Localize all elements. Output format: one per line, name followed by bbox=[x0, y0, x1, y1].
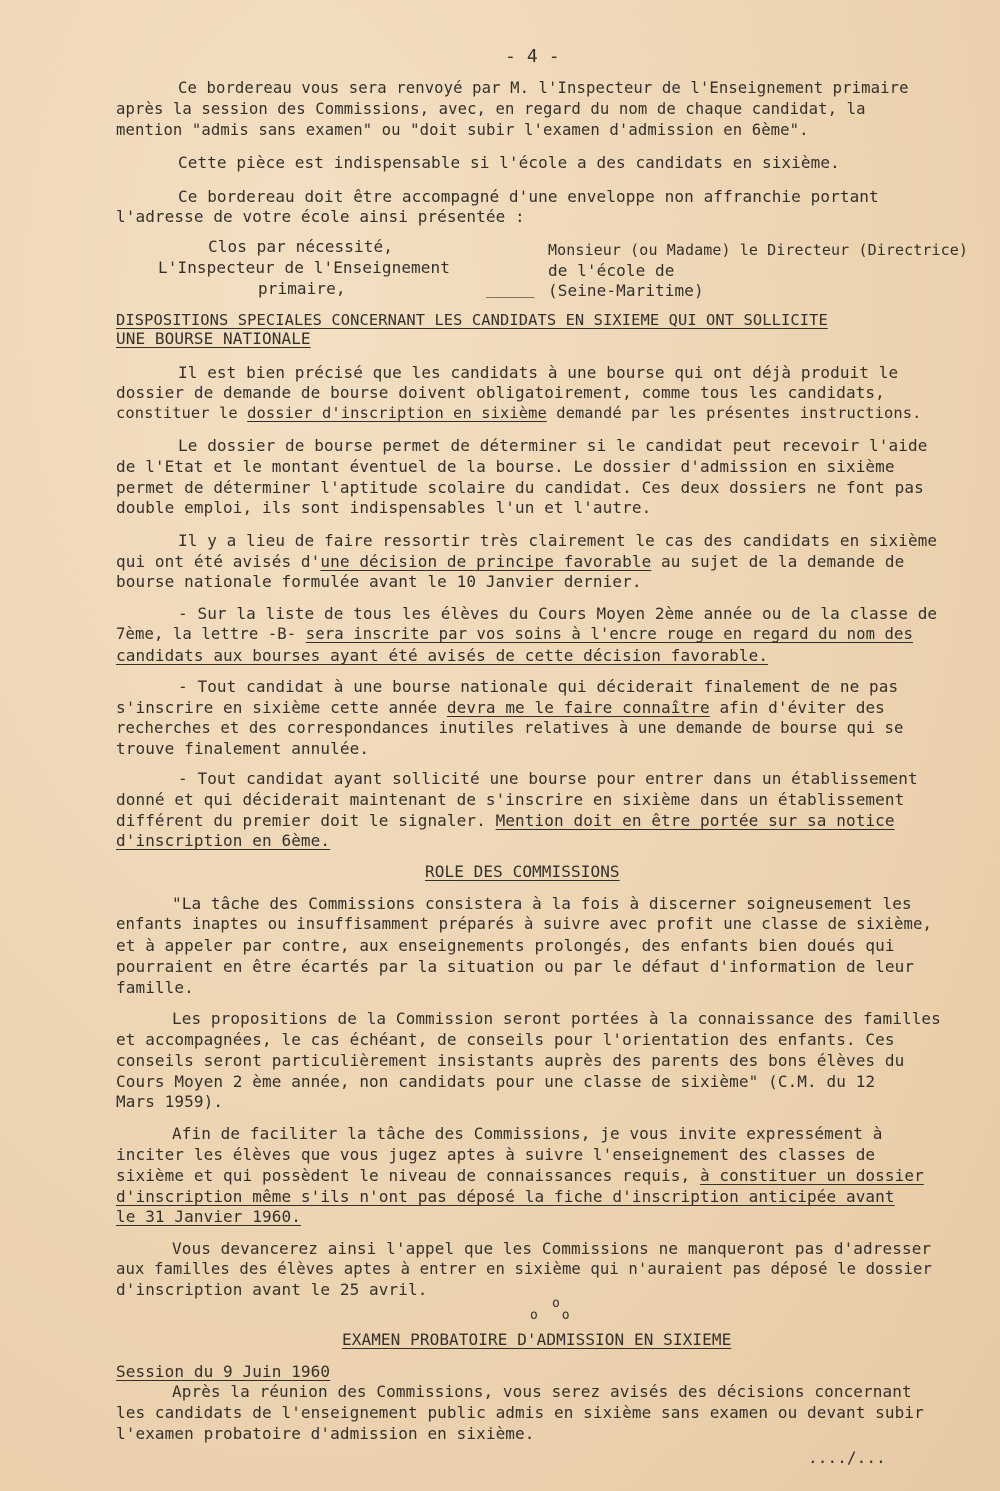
text-line: qui ont été avisés d'une décision de principe favorable au sujet de la demande de bbox=[116, 552, 905, 571]
section-heading: EXAMEN PROBATOIRE D'ADMISSION EN SIXIEME bbox=[342, 1330, 732, 1349]
text-line: Il y a lieu de faire ressortir très clairement le cas des candidats en sixième bbox=[178, 531, 938, 550]
text-line: inciter les élèves que vous jugez aptes à suivre l'enseignement des classes de bbox=[116, 1145, 876, 1164]
text-line: d'inscription en 6ème. bbox=[116, 831, 331, 850]
text-line: - Tout candidat à une bourse nationale qui déciderait finalement de ne pas bbox=[178, 677, 899, 696]
text-line: Cours Moyen 2 ème année, non candidats pour une classe de sixième" (C.M. du 12 bbox=[116, 1072, 876, 1091]
text-line: Le dossier de bourse permet de déterminer si le candidat peut recevoir l'aide bbox=[178, 436, 928, 455]
text-line: pourraient en être écartés par la situation ou par le défaut d'information de leur bbox=[116, 957, 915, 976]
text-line: Après la réunion des Commissions, vous serez avisés des décisions concernant bbox=[172, 1382, 912, 1401]
text-line: - Tout candidat ayant sollicité une bourse pour entrer dans un établissement bbox=[178, 769, 918, 788]
section-heading: DISPOSITIONS SPECIALES CONCERNANT LES CANDIDATS EN SIXIEME QUI ONT SOLLICITE bbox=[116, 311, 828, 329]
text-line: l'adresse de votre école ainsi présentée : bbox=[116, 207, 525, 226]
text-line: après la session des Commissions, avec, en regard du nom de chaque candidat, la bbox=[116, 100, 866, 118]
address-right-line: (Seine-Maritime) bbox=[548, 281, 704, 300]
address-blank: _____ bbox=[486, 279, 535, 298]
text-line: Il est bien précisé que les candidats à une bourse qui ont déjà produit le bbox=[178, 363, 899, 382]
text-line: les candidats de l'enseignement public admis en sixième sans examen ou devant subir bbox=[116, 1403, 924, 1422]
separator-mark: o bbox=[552, 1296, 560, 1311]
text-line: Cette pièce est indispensable si l'école a des candidats en sixième. bbox=[178, 153, 840, 172]
address-left-line: Clos par nécessité, bbox=[208, 237, 393, 256]
page-number: - 4 - bbox=[505, 46, 560, 67]
text-line: Ce bordereau vous sera renvoyé par M. l'Inspecteur de l'Enseignement primaire bbox=[178, 79, 909, 97]
text-line: bourse nationale formulée avant le 10 Janvier dernier. bbox=[116, 572, 642, 591]
text-line: constituer le dossier d'inscription en sixième demandé par les présentes instructions. bbox=[116, 404, 922, 422]
text-line: Les propositions de la Commission seront portées à la connaissance des familles bbox=[172, 1009, 941, 1028]
text-line: l'examen probatoire d'admission en sixième. bbox=[116, 1424, 535, 1443]
text-line: conseils seront particulièrement insistants auprès des parents des bons élèves du bbox=[116, 1051, 905, 1070]
continuation-mark: ..../... bbox=[808, 1448, 886, 1467]
text-line: et accompagnées, le cas échéant, de conseils pour l'orientation des enfants. Ces bbox=[116, 1030, 895, 1049]
text-line: double emploi, ils sont indispensables l'un et l'autre. bbox=[116, 498, 652, 517]
text-line: 7ème, la lettre -B- sera inscrite par vos soins à l'encre rouge en regard du nom des bbox=[116, 625, 914, 643]
text-line: candidats aux bourses ayant été avisés de cette décision favorable. bbox=[116, 646, 769, 665]
text-line: Ce bordereau doit être accompagné d'une enveloppe non affranchie portant bbox=[178, 187, 879, 206]
text-line: Afin de faciliter la tâche des Commissions, je vous invite expressément à bbox=[172, 1124, 883, 1143]
text-line: d'inscription avant le 25 avril. bbox=[116, 1280, 428, 1299]
text-line: dossier de demande de bourse doivent obligatoirement, comme tous les candidats, bbox=[116, 383, 885, 402]
text-line: de l'Etat et le montant éventuel de la bourse. Le dossier d'admission en sixième bbox=[116, 457, 895, 476]
text-line: sixième et qui possèdent le niveau de connaissances requis, à constituer un dossier bbox=[116, 1166, 924, 1185]
section-heading: UNE BOURSE NATIONALE bbox=[116, 329, 311, 348]
section-heading: ROLE DES COMMISSIONS bbox=[425, 862, 620, 881]
text-line: Mars 1959). bbox=[116, 1092, 224, 1111]
text-line: Vous devancerez ainsi l'appel que les Commissions ne manqueront pas d'adresser bbox=[172, 1239, 932, 1258]
text-line: le 31 Janvier 1960. bbox=[116, 1207, 301, 1226]
text-line: aux familles des élèves aptes à entrer en sixième qui n'auraient pas déposé le dossier bbox=[116, 1260, 932, 1278]
address-right-line: Monsieur (ou Madame) le Directeur (Directrice) bbox=[548, 241, 969, 259]
text-line: donné et qui déciderait maintenant de s'inscrire en sixième dans un établissement bbox=[116, 790, 905, 809]
text-line: enfants inaptes ou insuffisamment préparés à suivre avec profit une classe de sixième, bbox=[116, 915, 932, 933]
address-left-line: L'Inspecteur de l'Enseignement bbox=[158, 258, 450, 277]
text-line: famille. bbox=[116, 978, 194, 997]
text-line: permet de déterminer l'aptitude scolaire du candidat. Ces deux dossiers ne font pas bbox=[116, 478, 924, 497]
session-line: Session du 9 Juin 1960 bbox=[116, 1362, 331, 1381]
text-line: différent du premier doit le signaler. Mention doit en être portée sur sa notice bbox=[116, 811, 895, 830]
text-line: mention "admis sans examen" ou "doit subir l'examen d'admission en 6ème". bbox=[116, 121, 809, 139]
text-line: s'inscrire en sixième cette année devra me le faire connaître afin d'éviter des bbox=[116, 698, 885, 717]
text-line: - Sur la liste de tous les élèves du Cours Moyen 2ème année ou de la classe de bbox=[178, 604, 938, 623]
text-line: et à appeler par contre, aux enseignements prolongés, des enfants bien doués qui bbox=[116, 936, 895, 955]
separator-mark: o o bbox=[530, 1308, 570, 1323]
text-line: d'inscription même s'ils n'ont pas déposé la fiche d'inscription anticipée avant bbox=[116, 1187, 895, 1206]
text-line: recherches et des correspondances inutiles relatives à une demande de bourse qui se bbox=[116, 719, 904, 737]
address-right-line: de l'école de bbox=[548, 261, 675, 280]
address-left-line: primaire, bbox=[258, 279, 346, 298]
text-line: trouve finalement annulée. bbox=[116, 739, 370, 758]
text-line: "La tâche des Commissions consistera à la fois à discerner soigneusement les bbox=[172, 894, 912, 913]
